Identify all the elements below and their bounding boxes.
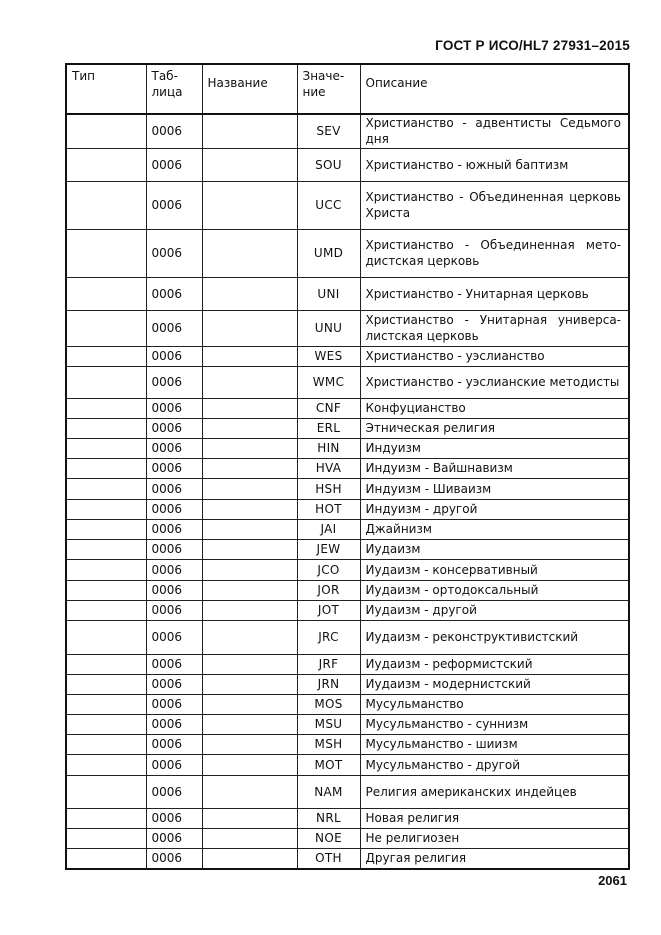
cell-name (202, 674, 297, 694)
cell-description: Религия американских индейцев (360, 775, 629, 808)
cell-type (66, 754, 146, 775)
table-row (66, 418, 629, 438)
cell-description: Мусульманство - суннизм (360, 714, 629, 734)
cell-name (202, 694, 297, 714)
cell-description: Христианство - Объединенная мето-дистская церковь (360, 229, 629, 277)
cell-description: Индуизм - Шиваизм (360, 478, 629, 499)
cell-name (202, 310, 297, 346)
table-body (66, 114, 629, 869)
cell-type (66, 346, 146, 366)
cell-type (66, 674, 146, 694)
cell-description: Христианство - уэслианские методисты (360, 366, 629, 398)
column-header-type: Тип (66, 64, 146, 114)
cell-type (66, 229, 146, 277)
code-table (65, 63, 630, 870)
table-row (66, 620, 629, 654)
cell-value: HSH (297, 478, 360, 499)
table-row (66, 828, 629, 848)
cell-value: JEW (297, 539, 360, 559)
cell-type (66, 600, 146, 620)
table-row (66, 519, 629, 539)
table-row (66, 277, 629, 310)
cell-value: MSH (297, 734, 360, 754)
cell-type (66, 539, 146, 559)
cell-description: Новая религия (360, 808, 629, 828)
cell-type (66, 714, 146, 734)
cell-name (202, 808, 297, 828)
table-row (66, 580, 629, 600)
cell-type (66, 310, 146, 346)
cell-description: Иудаизм - консервативный (360, 559, 629, 580)
table-row (66, 674, 629, 694)
cell-description: Другая религия (360, 848, 629, 869)
cell-name (202, 539, 297, 559)
cell-description: Джайнизм (360, 519, 629, 539)
table-row (66, 654, 629, 674)
cell-name (202, 499, 297, 519)
cell-type (66, 398, 146, 418)
cell-value: SOU (297, 148, 360, 181)
cell-value: HOT (297, 499, 360, 519)
cell-name (202, 519, 297, 539)
table-row (66, 478, 629, 499)
page-number: 2061 (598, 873, 627, 888)
cell-description: Иудаизм - реконструктивистский (360, 620, 629, 654)
cell-value: UNU (297, 310, 360, 346)
cell-type (66, 519, 146, 539)
cell-name (202, 366, 297, 398)
table-row (66, 754, 629, 775)
cell-value: SEV (297, 114, 360, 148)
cell-description: Индуизм - Вайшнавизм (360, 458, 629, 478)
cell-table: 0006 (146, 714, 202, 734)
header-row (66, 64, 629, 114)
table-row (66, 346, 629, 366)
table-row (66, 775, 629, 808)
cell-type (66, 828, 146, 848)
cell-description: Христианство - Объединенная церковь Христа (360, 181, 629, 229)
cell-table: 0006 (146, 438, 202, 458)
table-row (66, 229, 629, 277)
cell-value: JRF (297, 654, 360, 674)
cell-value: CNF (297, 398, 360, 418)
cell-value: MOT (297, 754, 360, 775)
cell-value: NRL (297, 808, 360, 828)
table-row (66, 398, 629, 418)
cell-type (66, 277, 146, 310)
cell-table: 0006 (146, 848, 202, 869)
cell-description: Индуизм (360, 438, 629, 458)
cell-description: Конфуцианство (360, 398, 629, 418)
cell-table: 0006 (146, 277, 202, 310)
cell-value: JOT (297, 600, 360, 620)
cell-name (202, 828, 297, 848)
cell-table: 0006 (146, 499, 202, 519)
cell-table: 0006 (146, 310, 202, 346)
cell-description: Этническая религия (360, 418, 629, 438)
cell-name (202, 580, 297, 600)
document-header: ГОСТ Р ИСО/HL7 27931–2015 (435, 38, 630, 53)
table-row (66, 848, 629, 869)
table-row (66, 734, 629, 754)
cell-type (66, 775, 146, 808)
cell-description: Иудаизм (360, 539, 629, 559)
cell-name (202, 114, 297, 148)
cell-table: 0006 (146, 600, 202, 620)
cell-value: JOR (297, 580, 360, 600)
cell-value: NOE (297, 828, 360, 848)
cell-table: 0006 (146, 148, 202, 181)
cell-type (66, 478, 146, 499)
cell-name (202, 148, 297, 181)
table-row (66, 458, 629, 478)
cell-type (66, 848, 146, 869)
cell-name (202, 754, 297, 775)
cell-table: 0006 (146, 694, 202, 714)
cell-table: 0006 (146, 181, 202, 229)
cell-table: 0006 (146, 620, 202, 654)
cell-name (202, 654, 297, 674)
table-row (66, 181, 629, 229)
cell-value: ERL (297, 418, 360, 438)
cell-type (66, 418, 146, 438)
cell-type (66, 580, 146, 600)
cell-value: HVA (297, 458, 360, 478)
cell-table: 0006 (146, 828, 202, 848)
table-row (66, 310, 629, 346)
cell-value: NAM (297, 775, 360, 808)
cell-value: WES (297, 346, 360, 366)
cell-description: Индуизм - другой (360, 499, 629, 519)
cell-table: 0006 (146, 366, 202, 398)
cell-description: Иудаизм - реформистский (360, 654, 629, 674)
cell-value: JRN (297, 674, 360, 694)
table-row (66, 539, 629, 559)
cell-table: 0006 (146, 519, 202, 539)
cell-type (66, 181, 146, 229)
cell-name (202, 438, 297, 458)
cell-name (202, 277, 297, 310)
table-row (66, 438, 629, 458)
cell-table: 0006 (146, 734, 202, 754)
cell-name (202, 734, 297, 754)
cell-table: 0006 (146, 654, 202, 674)
table-row (66, 114, 629, 148)
column-header-name: Название (202, 64, 297, 114)
cell-description: Мусульманство - другой (360, 754, 629, 775)
cell-name (202, 600, 297, 620)
cell-value: JRC (297, 620, 360, 654)
table-row (66, 148, 629, 181)
table-row (66, 600, 629, 620)
table-row (66, 366, 629, 398)
cell-name (202, 620, 297, 654)
cell-type (66, 694, 146, 714)
cell-value: UNI (297, 277, 360, 310)
table-row (66, 694, 629, 714)
column-header-value: Значе- ние (297, 64, 360, 114)
cell-name (202, 229, 297, 277)
column-header-table: Таб- лица (146, 64, 202, 114)
cell-value: UMD (297, 229, 360, 277)
cell-table: 0006 (146, 398, 202, 418)
cell-name (202, 848, 297, 869)
cell-name (202, 181, 297, 229)
table-row (66, 499, 629, 519)
cell-name (202, 458, 297, 478)
cell-type (66, 808, 146, 828)
cell-table: 0006 (146, 539, 202, 559)
cell-description: Не религиозен (360, 828, 629, 848)
cell-value: UCC (297, 181, 360, 229)
cell-name (202, 714, 297, 734)
cell-table: 0006 (146, 559, 202, 580)
cell-description: Иудаизм - ортодоксальный (360, 580, 629, 600)
cell-description: Иудаизм - модернистский (360, 674, 629, 694)
cell-name (202, 559, 297, 580)
cell-value: MOS (297, 694, 360, 714)
cell-table: 0006 (146, 775, 202, 808)
cell-description: Иудаизм - другой (360, 600, 629, 620)
cell-description: Христианство - Унитарная церковь (360, 277, 629, 310)
cell-table: 0006 (146, 478, 202, 499)
cell-value: HIN (297, 438, 360, 458)
cell-type (66, 734, 146, 754)
cell-name (202, 775, 297, 808)
cell-value: WMC (297, 366, 360, 398)
cell-table: 0006 (146, 808, 202, 828)
table-row (66, 808, 629, 828)
cell-value: JAI (297, 519, 360, 539)
cell-table: 0006 (146, 674, 202, 694)
cell-table: 0006 (146, 346, 202, 366)
cell-type (66, 148, 146, 181)
cell-name (202, 418, 297, 438)
table-row (66, 714, 629, 734)
cell-description: Христианство - уэслианство (360, 346, 629, 366)
cell-description: Христианство - Унитарная универса-листская церковь (360, 310, 629, 346)
cell-table: 0006 (146, 754, 202, 775)
cell-value: OTH (297, 848, 360, 869)
cell-type (66, 559, 146, 580)
cell-description: Мусульманство - шиизм (360, 734, 629, 754)
cell-description: Мусульманство (360, 694, 629, 714)
cell-name (202, 398, 297, 418)
cell-type (66, 620, 146, 654)
cell-table: 0006 (146, 229, 202, 277)
cell-value: MSU (297, 714, 360, 734)
cell-table: 0006 (146, 418, 202, 438)
cell-type (66, 458, 146, 478)
cell-name (202, 478, 297, 499)
column-header-description: Описание (360, 64, 629, 114)
cell-name (202, 346, 297, 366)
cell-table: 0006 (146, 114, 202, 148)
cell-table: 0006 (146, 458, 202, 478)
table-row (66, 559, 629, 580)
cell-type (66, 438, 146, 458)
cell-type (66, 499, 146, 519)
cell-type (66, 114, 146, 148)
cell-value: JCO (297, 559, 360, 580)
table-header (66, 64, 629, 114)
cell-table: 0006 (146, 580, 202, 600)
cell-type (66, 654, 146, 674)
cell-type (66, 366, 146, 398)
cell-description: Христианство - адвентисты Седьмого дня (360, 114, 629, 148)
cell-description: Христианство - южный баптизм (360, 148, 629, 181)
